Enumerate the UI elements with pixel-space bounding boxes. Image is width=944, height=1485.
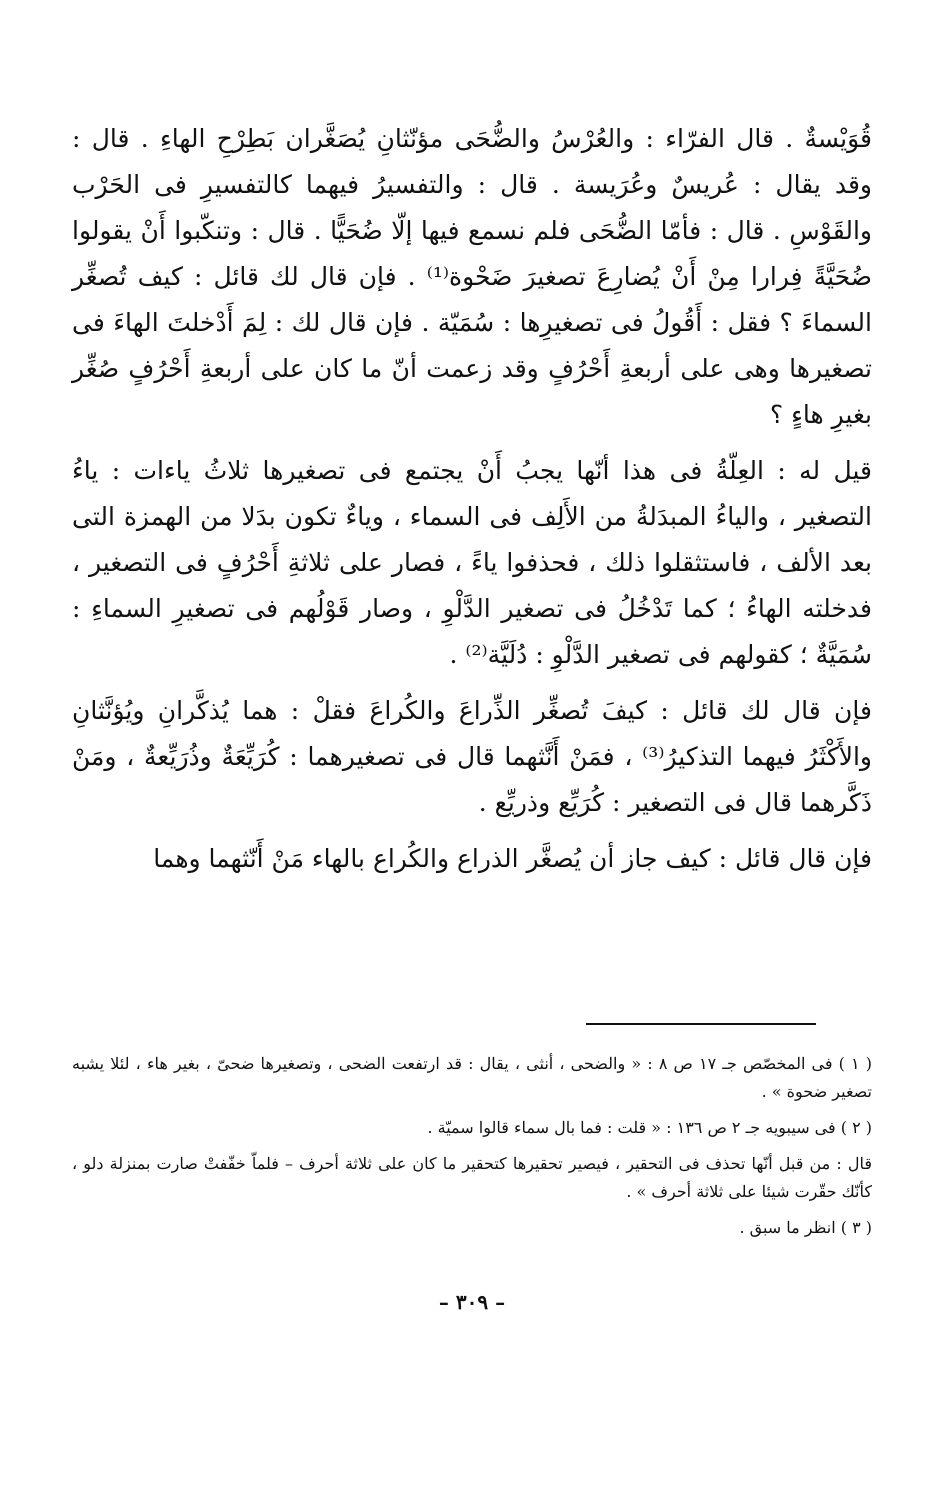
paragraph-1: قُوَيْسةٌ . قال الفرّاء : والعُرْسُ والضُّحَى مؤنّثانِ يُصَغَّران بَطِرْحِ الهاءِ . قال : وقد يقال : عُريسٌ وعُرَيسة . قال : والتفسيرُ فيهما كالتفسيرِ فى الحَرْب والقَوْسِ . قال : فأمّا الضُّحَى فلم نسمع فيها إلّا ضُحَيًّا . قال : وتنكّبوا أَنْ يقولوا ضُحَيَّةً فِرارا مِنْ أَنْ يُضارِعَ تصغيرَ ضَحْوة⁽¹⁾ . فإن قال لك قائل : كيف تُصغِّر السماءَ ؟ فقل : أَقُولُ فى تصغيرِها : سُمَيّة . فإن قال لك : لِمَ أَدْخلتَ الهاءَ فى تصغيرها وهى على أربعةِ أَحْرُفٍ وقد زعمت أنّ ما كان على أربعةِ أَحْرُفٍ صُغِّر بغيرِ هاءٍ ؟ [72, 124, 872, 429]
footnote-2: ( ٢ ) فى سيبويه جـ ٢ ص ١٣٦ : « قلت : فما بال سماء قالوا سميّة . [427, 1118, 872, 1137]
footnote-3: ( ٣ ) انظر ما سبق . [739, 1218, 872, 1237]
paragraph-4: فإن قال قائل : كيف جاز أن يُصغَّر الذراع والكُراع بالهاء مَنْ أَنّثهما وهما [153, 844, 872, 873]
paragraph-3: فإن قال لك قائل : كيفَ تُصغِّر الذِّراعَ والكُراعَ فقلْ : هما يُذكَّرانِ ويُؤنَّثانِ والأَكْثَرُ فيهما التذكيرُ⁽³⁾ ، فمَنْ أَنَّثهما قال فى تصغيرهما : كُرَيِّعَةٌ وذُرَيِّعةٌ ، ومَنْ ذَكَّرهما قال فى التصغير : كُرَيِّع وذريِّع . [72, 696, 872, 817]
main-text [72, 116, 872, 882]
footnote-2-continued: قال : من قبل أنّها تحذف فى التحقير ، فيصير تحقيرها كتحقير ما كان على ثلاثة أحرف – فلماّ خفّفتْ صارت بمنزلة دلو ، كأنّك حقّرت شيئا على ثلاثة أحرف » . [72, 1154, 872, 1201]
page-number: – ٣٠٩ – [438, 1290, 506, 1314]
paragraph-2: قيل له : العِلّةُ فى هذا أنّها يجبُ أَنْ يجتمع فى تصغيرها ثلاثُ ياءات : ياءُ التصغير ، والياءُ المبدَلةُ من الأَلِف فى السماء ، وياءٌ تكون بدَلا من الهمزة التى بعد الألف ، فاستثقلوا ذلك ، فحذفوا ياءً ، فصار على ثلاثةِ أَحْرُفٍ فى التصغير ، فدخلته الهاءُ ؛ كما تَدْخُلُ فى تصغير الدَّلْوِ ، وصار قَوْلُهم فى تصغيرِ السماءِ : سُمَيَّةٌ ؛ كقولهم فى تصغير الدَّلْوِ : دُلَيَّة⁽²⁾ . [72, 456, 872, 669]
footnote-divider [586, 1023, 816, 1025]
footnote-1: ( ١ ) فى المخصّص جـ ١٧ ص ٨ : « والضحى ، أنثى ، يقال : قد ارتفعت الضحى ، وتصغيرها ضحىّ ، بغير هاء ، لئلا يشبه تصغير ضحوة » . [72, 1054, 873, 1101]
footnotes [72, 1050, 872, 1250]
